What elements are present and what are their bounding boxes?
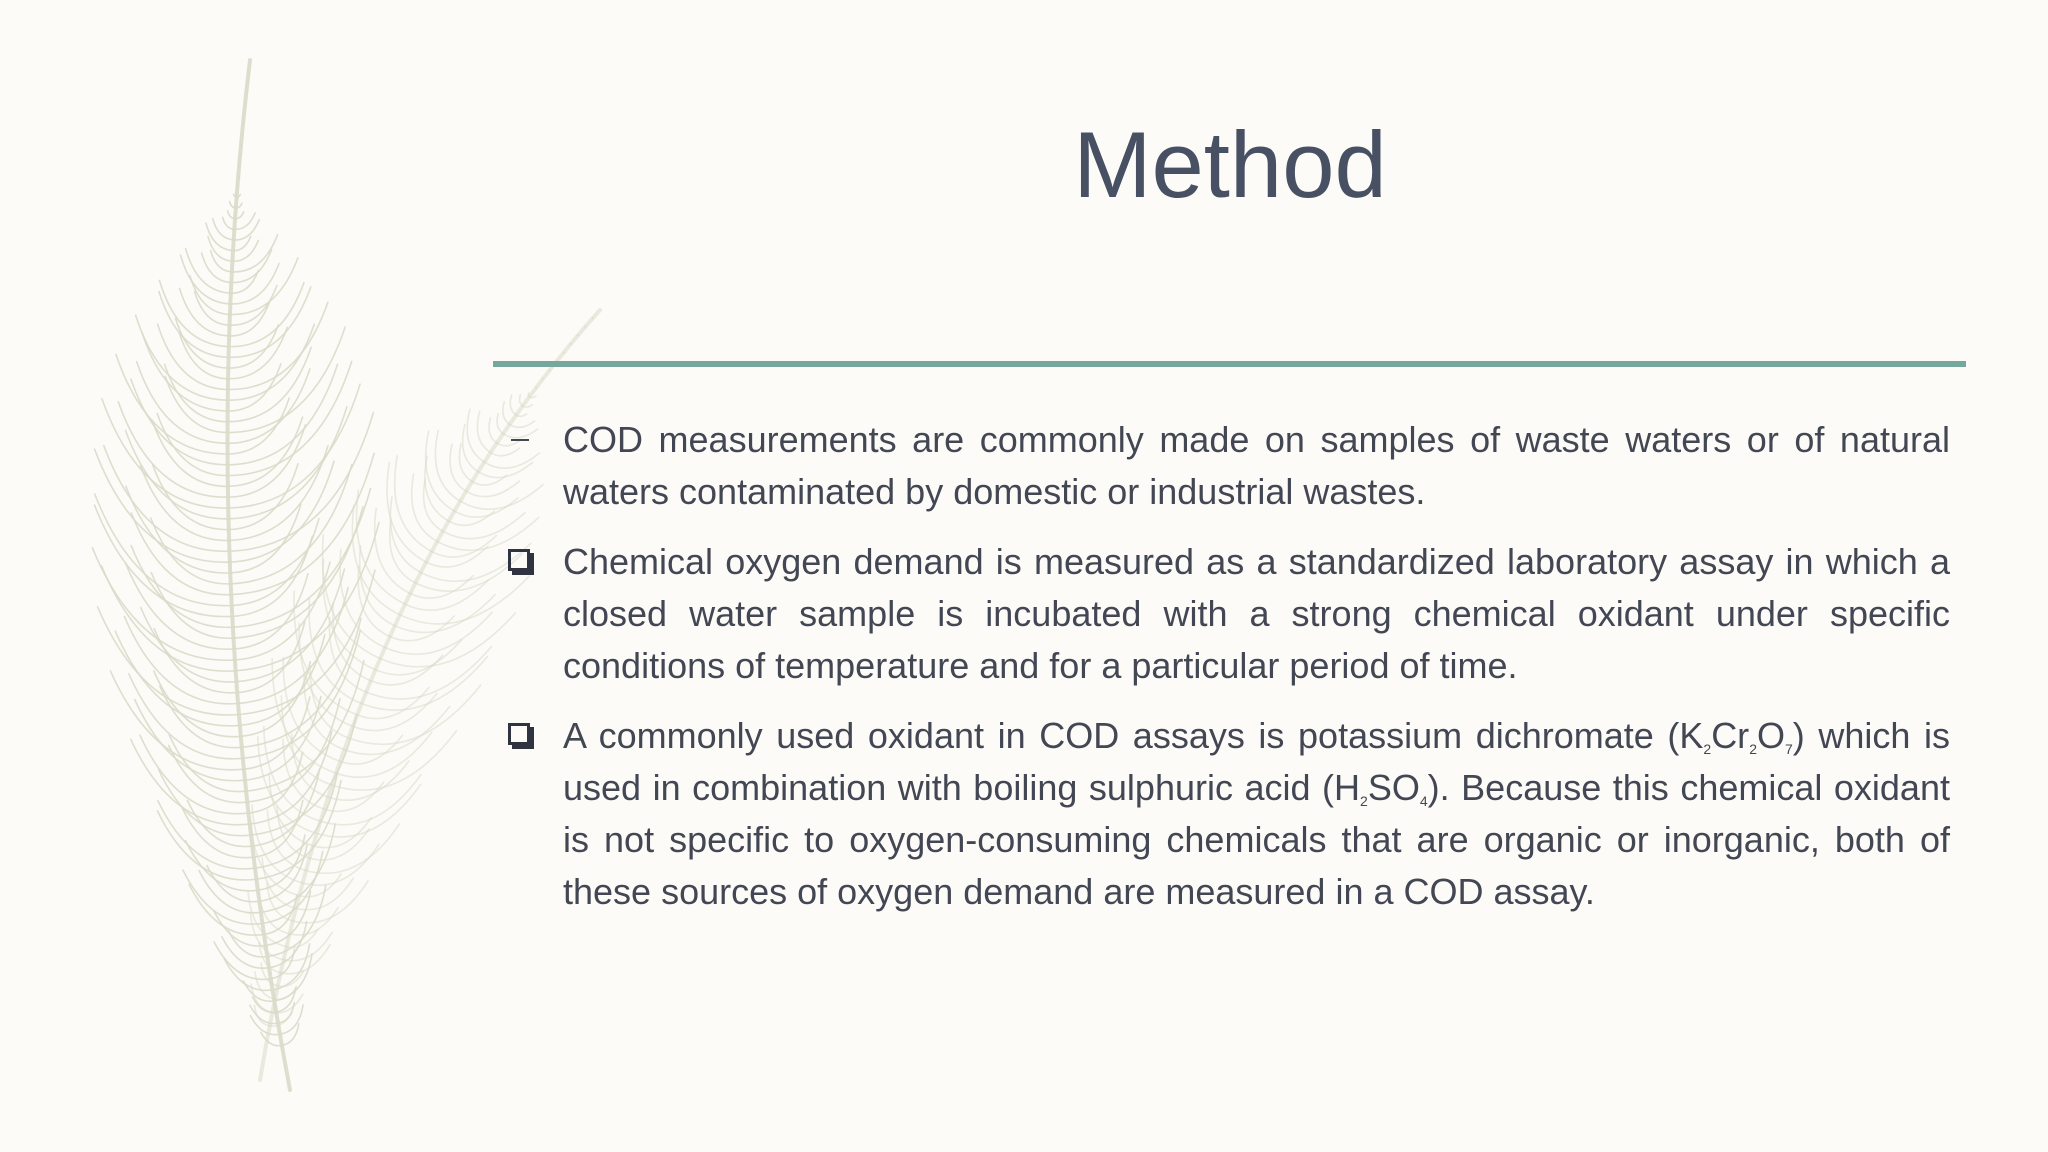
list-item-text: COD measurements are commonly made on samples of waste waters or of natural waters contaminated by domestic or industrial wastes. [563, 419, 1950, 512]
list-item-text: A commonly used oxidant in COD assays is potassium dichromate $(K_2Cr_2O_7)$ which is used in combination with boiling sulphuric acid $(H_2SO_4)$. Because this chemical oxidant is not specific to oxygen-consuming chemicals that are organic or inorganic, both of these sources of oxygen demand are measured in a COD assay. [563, 715, 1951, 912]
checkbox-bullet-icon [505, 710, 545, 762]
slide-title: Method [1073, 112, 1387, 217]
list-item [505, 414, 1950, 518]
list-item-text: Chemical oxygen demand is measured as a standardized laboratory assay in which a closed water sample is incubated with a strong chemical oxidant under specific conditions of temperature and for a particular period of time. [563, 541, 1950, 686]
list-item [505, 536, 1950, 692]
checkbox-bullet-icon [505, 536, 545, 588]
dash-bullet-icon [505, 414, 545, 466]
list-item [505, 710, 1950, 918]
bullet-list [505, 414, 1950, 936]
title-divider [493, 361, 1966, 367]
